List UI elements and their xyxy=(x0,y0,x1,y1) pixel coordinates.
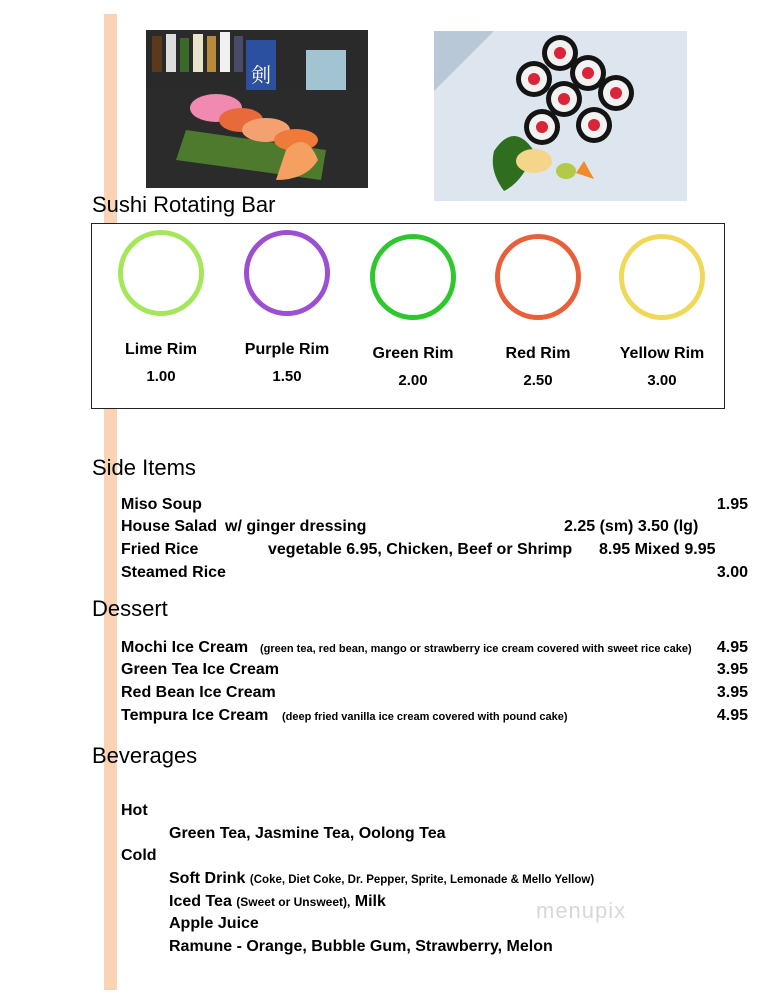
item-note: (deep fried vanilla ice cream covered with pound cake) xyxy=(282,711,568,723)
milk-label: Milk xyxy=(354,893,386,910)
rim-green xyxy=(348,234,478,389)
sashimi-photo xyxy=(146,30,368,188)
soft-drink-label: Soft Drink xyxy=(169,870,246,887)
rim-red xyxy=(473,234,603,389)
list-item xyxy=(121,661,748,683)
list-item xyxy=(121,707,748,729)
rim-name: Red Rim xyxy=(505,345,571,362)
item-price: 1.95 xyxy=(716,496,748,513)
item-name: Red Bean Ice Cream xyxy=(121,684,276,701)
rim-name: Lime Rim xyxy=(124,341,197,358)
item-price: 8.95 Mixed 9.95 xyxy=(599,541,716,558)
hot-items: Green Tea, Jasmine Tea, Oolong Tea xyxy=(169,825,446,842)
rim-lime xyxy=(96,230,226,385)
green-rim-ring xyxy=(370,234,456,320)
item-note: vegetable 6.95, Chicken, Beef or Shrimp xyxy=(268,541,573,558)
list-item xyxy=(121,518,748,540)
list-item xyxy=(121,639,748,661)
apple-juice: Apple Juice xyxy=(169,915,259,932)
red-rim-ring xyxy=(495,234,581,320)
list-item xyxy=(121,541,748,563)
iced-tea-line xyxy=(169,893,386,911)
item-name: Tempura Ice Cream xyxy=(121,707,269,724)
item-name: Steamed Rice xyxy=(121,564,226,581)
item-name: Mochi Ice Cream xyxy=(121,639,249,656)
ramune-line: Ramune - Orange, Bubble Gum, Strawberry, Melon xyxy=(169,938,553,955)
item-price: 4.95 xyxy=(716,707,748,724)
dessert-heading: Dessert xyxy=(92,596,168,621)
item-name: Fried Rice xyxy=(121,541,199,558)
item-note: w/ ginger dressing xyxy=(225,518,367,535)
rim-price: 2.00 xyxy=(398,372,428,389)
iced-tea-label: Iced Tea xyxy=(169,893,232,910)
item-price: 2.25 (sm) 3.50 (lg) xyxy=(564,518,699,535)
item-price: 4.95 xyxy=(716,639,748,656)
list-item xyxy=(121,496,748,518)
soft-drink-note: (Coke, Diet Coke, Dr. Pepper, Sprite, Lemonade & Mello Yellow) xyxy=(249,874,595,886)
beverages-heading: Beverages xyxy=(92,743,198,768)
item-name: Miso Soup xyxy=(121,496,202,513)
rim-price: 1.50 xyxy=(272,368,302,385)
item-price: 3.95 xyxy=(716,661,748,678)
hot-label: Hot xyxy=(121,802,148,819)
rim-price: 3.00 xyxy=(647,372,677,389)
item-price: 3.95 xyxy=(716,684,748,701)
item-name: Green Tea Ice Cream xyxy=(121,661,280,678)
list-item xyxy=(121,684,748,706)
item-name: House Salad xyxy=(121,518,218,535)
list-item xyxy=(121,564,748,586)
lime-rim-ring xyxy=(118,230,204,316)
purple-rim-ring xyxy=(244,230,330,316)
rim-price-box xyxy=(91,223,725,409)
yellow-rim-ring xyxy=(619,234,705,320)
maki-roll-photo xyxy=(434,31,687,201)
iced-tea-note: (Sweet or Unsweet), xyxy=(236,895,351,909)
sushi-bar-heading: Sushi Rotating Bar xyxy=(92,192,276,217)
watermark: menupix xyxy=(536,898,627,923)
rim-price: 1.00 xyxy=(146,368,176,385)
accent-stripe xyxy=(104,14,117,990)
cold-label: Cold xyxy=(121,847,157,864)
rim-price: 2.50 xyxy=(523,372,553,389)
rim-yellow xyxy=(597,234,727,389)
rim-name: Yellow Rim xyxy=(619,345,705,362)
item-note: (green tea, red bean, mango or strawberry ice cream covered with sweet rice cake) xyxy=(260,643,692,655)
side-items-heading: Side Items xyxy=(92,455,196,480)
item-price: 3.00 xyxy=(716,564,748,581)
svg-text:剣: 剣 xyxy=(251,63,271,87)
rim-name: Green Rim xyxy=(372,345,454,362)
rim-name: Purple Rim xyxy=(244,341,330,358)
rim-purple xyxy=(222,230,352,385)
soft-drink-line xyxy=(169,870,594,888)
